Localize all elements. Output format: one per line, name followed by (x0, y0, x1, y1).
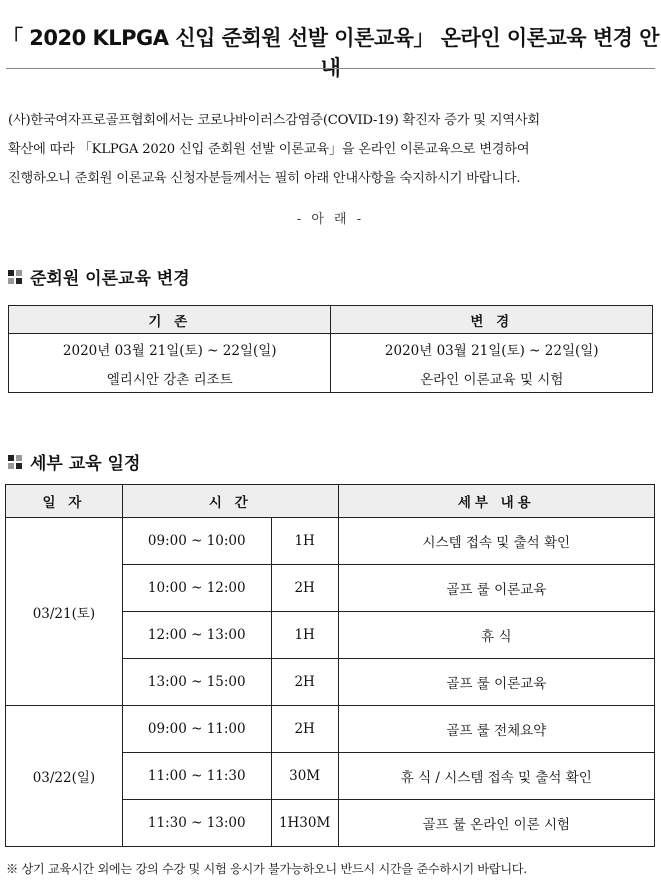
column-header-time: 시 간 (122, 485, 338, 518)
column-header-date: 일 자 (6, 485, 123, 518)
time-cell: 11:30 ~ 13:00 (122, 800, 271, 847)
duration-cell: 2H (271, 565, 338, 612)
page-title: 「 2020 KLPGA 신입 준회원 선발 이론교육」 온라인 이론교육 변경 안내 (1, 26, 660, 80)
details-cell: 골프 룰 이론교육 (338, 659, 654, 706)
section-heading-schedule (8, 449, 140, 474)
before-venue: 엘리시안 강촌 리조트 (9, 363, 331, 393)
section-heading-text: 세부 교육 일정 (30, 454, 141, 474)
time-cell: 13:00 ~ 15:00 (122, 659, 271, 706)
time-cell: 12:00 ~ 13:00 (122, 612, 271, 659)
schedule-table (5, 484, 655, 847)
section-bullet-icon (8, 270, 22, 284)
intro-line: 진행하오니 준회원 이론교육 신청자분들께서는 필히 아래 안내사항을 숙지하시기 바랍니다. (8, 171, 521, 186)
duration-cell: 2H (271, 706, 338, 753)
duration-cell: 1H30M (271, 800, 338, 847)
intro-line: 확산에 따라 「KLPGA 2020 신입 준회원 선발 이론교육」을 온라인 이론교육으로 변경하여 (8, 142, 530, 157)
duration-cell: 1H (271, 518, 338, 565)
time-cell: 09:00 ~ 11:00 (122, 706, 271, 753)
after-date: 2020년 03월 21일(토) ~ 22일(일) (331, 334, 653, 364)
section-heading-text: 준회원 이론교육 변경 (30, 269, 190, 289)
table-row (6, 518, 655, 565)
table-row (6, 706, 655, 753)
intro-paragraph (8, 106, 654, 193)
day-date-cell: 03/22(일) (6, 706, 123, 847)
details-cell: 골프 룰 온라인 이론 시험 (338, 800, 654, 847)
section-bullet-icon (8, 455, 22, 469)
intro-line: (사)한국여자프로골프협회에서는 코로나바이러스감염증(COVID-19) 확진자 증가 및 지역사회 (8, 113, 540, 128)
duration-cell: 2H (271, 659, 338, 706)
after-venue: 온라인 이론교육 및 시험 (331, 363, 653, 393)
change-table (8, 305, 653, 393)
column-header-details: 세부 내용 (338, 485, 654, 518)
before-date: 2020년 03월 21일(토) ~ 22일(일) (9, 334, 331, 364)
time-cell: 10:00 ~ 12:00 (122, 565, 271, 612)
section-heading-change (8, 264, 190, 289)
footnote: ※ 상기 교육시간 외에는 강의 수강 및 시험 응시가 불가능하오니 반드시 시간을 준수하시기 바랍니다. (6, 862, 527, 876)
details-cell: 골프 룰 이론교육 (338, 565, 654, 612)
duration-cell: 30M (271, 753, 338, 800)
below-marker: - 아 래 - (296, 212, 365, 227)
details-cell: 휴 식 (338, 612, 654, 659)
day-date-cell: 03/21(토) (6, 518, 123, 706)
title-divider (6, 68, 655, 69)
duration-cell: 1H (271, 612, 338, 659)
details-cell: 시스템 접속 및 출석 확인 (338, 518, 654, 565)
time-cell: 11:00 ~ 11:30 (122, 753, 271, 800)
details-cell: 골프 룰 전체요약 (338, 706, 654, 753)
time-cell: 09:00 ~ 10:00 (122, 518, 271, 565)
column-header-after: 변 경 (331, 306, 653, 334)
column-header-before: 기 존 (9, 306, 331, 334)
details-cell: 휴 식 / 시스템 접속 및 출석 확인 (338, 753, 654, 800)
